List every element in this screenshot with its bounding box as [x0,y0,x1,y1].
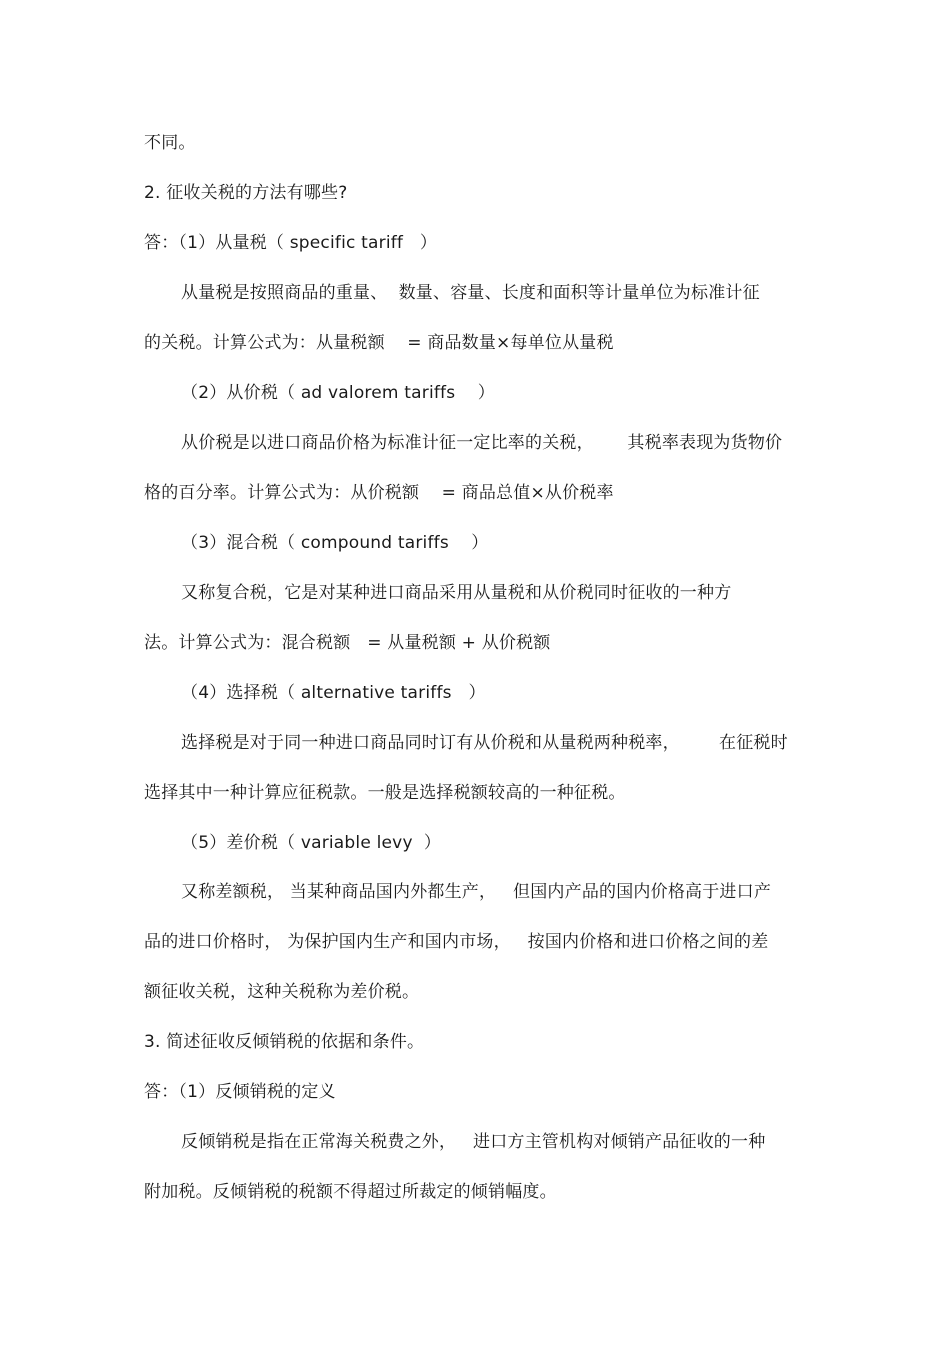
paragraph-line: 从量税是按照商品的重量、 数量、容量、长度和面积等计量单位为标准计征 [181,283,760,303]
question-heading: 2. 征收关税的方法有哪些? [144,183,348,203]
question-heading: 3. 简述征收反倾销税的依据和条件。 [144,1032,425,1052]
paragraph-line: 从价税是以进口商品价格为标准计征一定比率的关税， 其税率表现为货物价 [181,433,783,453]
paragraph-line: 附加税。反倾销税的税额不得超过所裁定的倾销幅度。 [144,1182,557,1202]
paragraph-line: 又称复合税，它是对某种进口商品采用从量税和从价税同时征收的一种方 [181,583,732,603]
item-heading: （5）差价税（ variable levy ） [181,833,442,853]
paragraph-line: 选择其中一种计算应征税款。一般是选择税额较高的一种征税。 [144,783,626,803]
paragraph-line: 不同。 [144,133,196,153]
item-heading: （3）混合税（ compound tariffs ） [181,533,489,553]
answer-item-heading: 答：（1）从量税（ specific tariff ） [144,233,438,253]
paragraph-line: 又称差额税， 当某种商品国内外都生产， 但国内产品的国内价格高于进口产 [181,882,772,902]
paragraph-line: 额征收关税，这种关税称为差价税。 [144,982,420,1002]
paragraph-line: 法。计算公式为：混合税额 = 从量税额 + 从价税额 [144,633,551,653]
paragraph-line: 反倾销税是指在正常海关税费之外， 进口方主管机构对倾销产品征收的一种 [181,1132,766,1152]
item-heading: （4）选择税（ alternative tariffs ） [181,683,486,703]
paragraph-line: 的关税。计算公式为：从量税额 = 商品数量×每单位从量税 [144,333,614,353]
item-heading: （2）从价税（ ad valorem tariffs ） [181,383,495,403]
answer-item-heading: 答：（1）反倾销税的定义 [144,1082,336,1102]
paragraph-line: 格的百分率。计算公式为：从价税额 = 商品总值×从价税率 [144,483,614,503]
paragraph-line: 选择税是对于同一种进口商品同时订有从价税和从量税两种税率， 在征税时 [181,733,788,753]
paragraph-line: 品的进口价格时， 为保护国内生产和国内市场， 按国内价格和进口价格之间的差 [144,932,769,952]
